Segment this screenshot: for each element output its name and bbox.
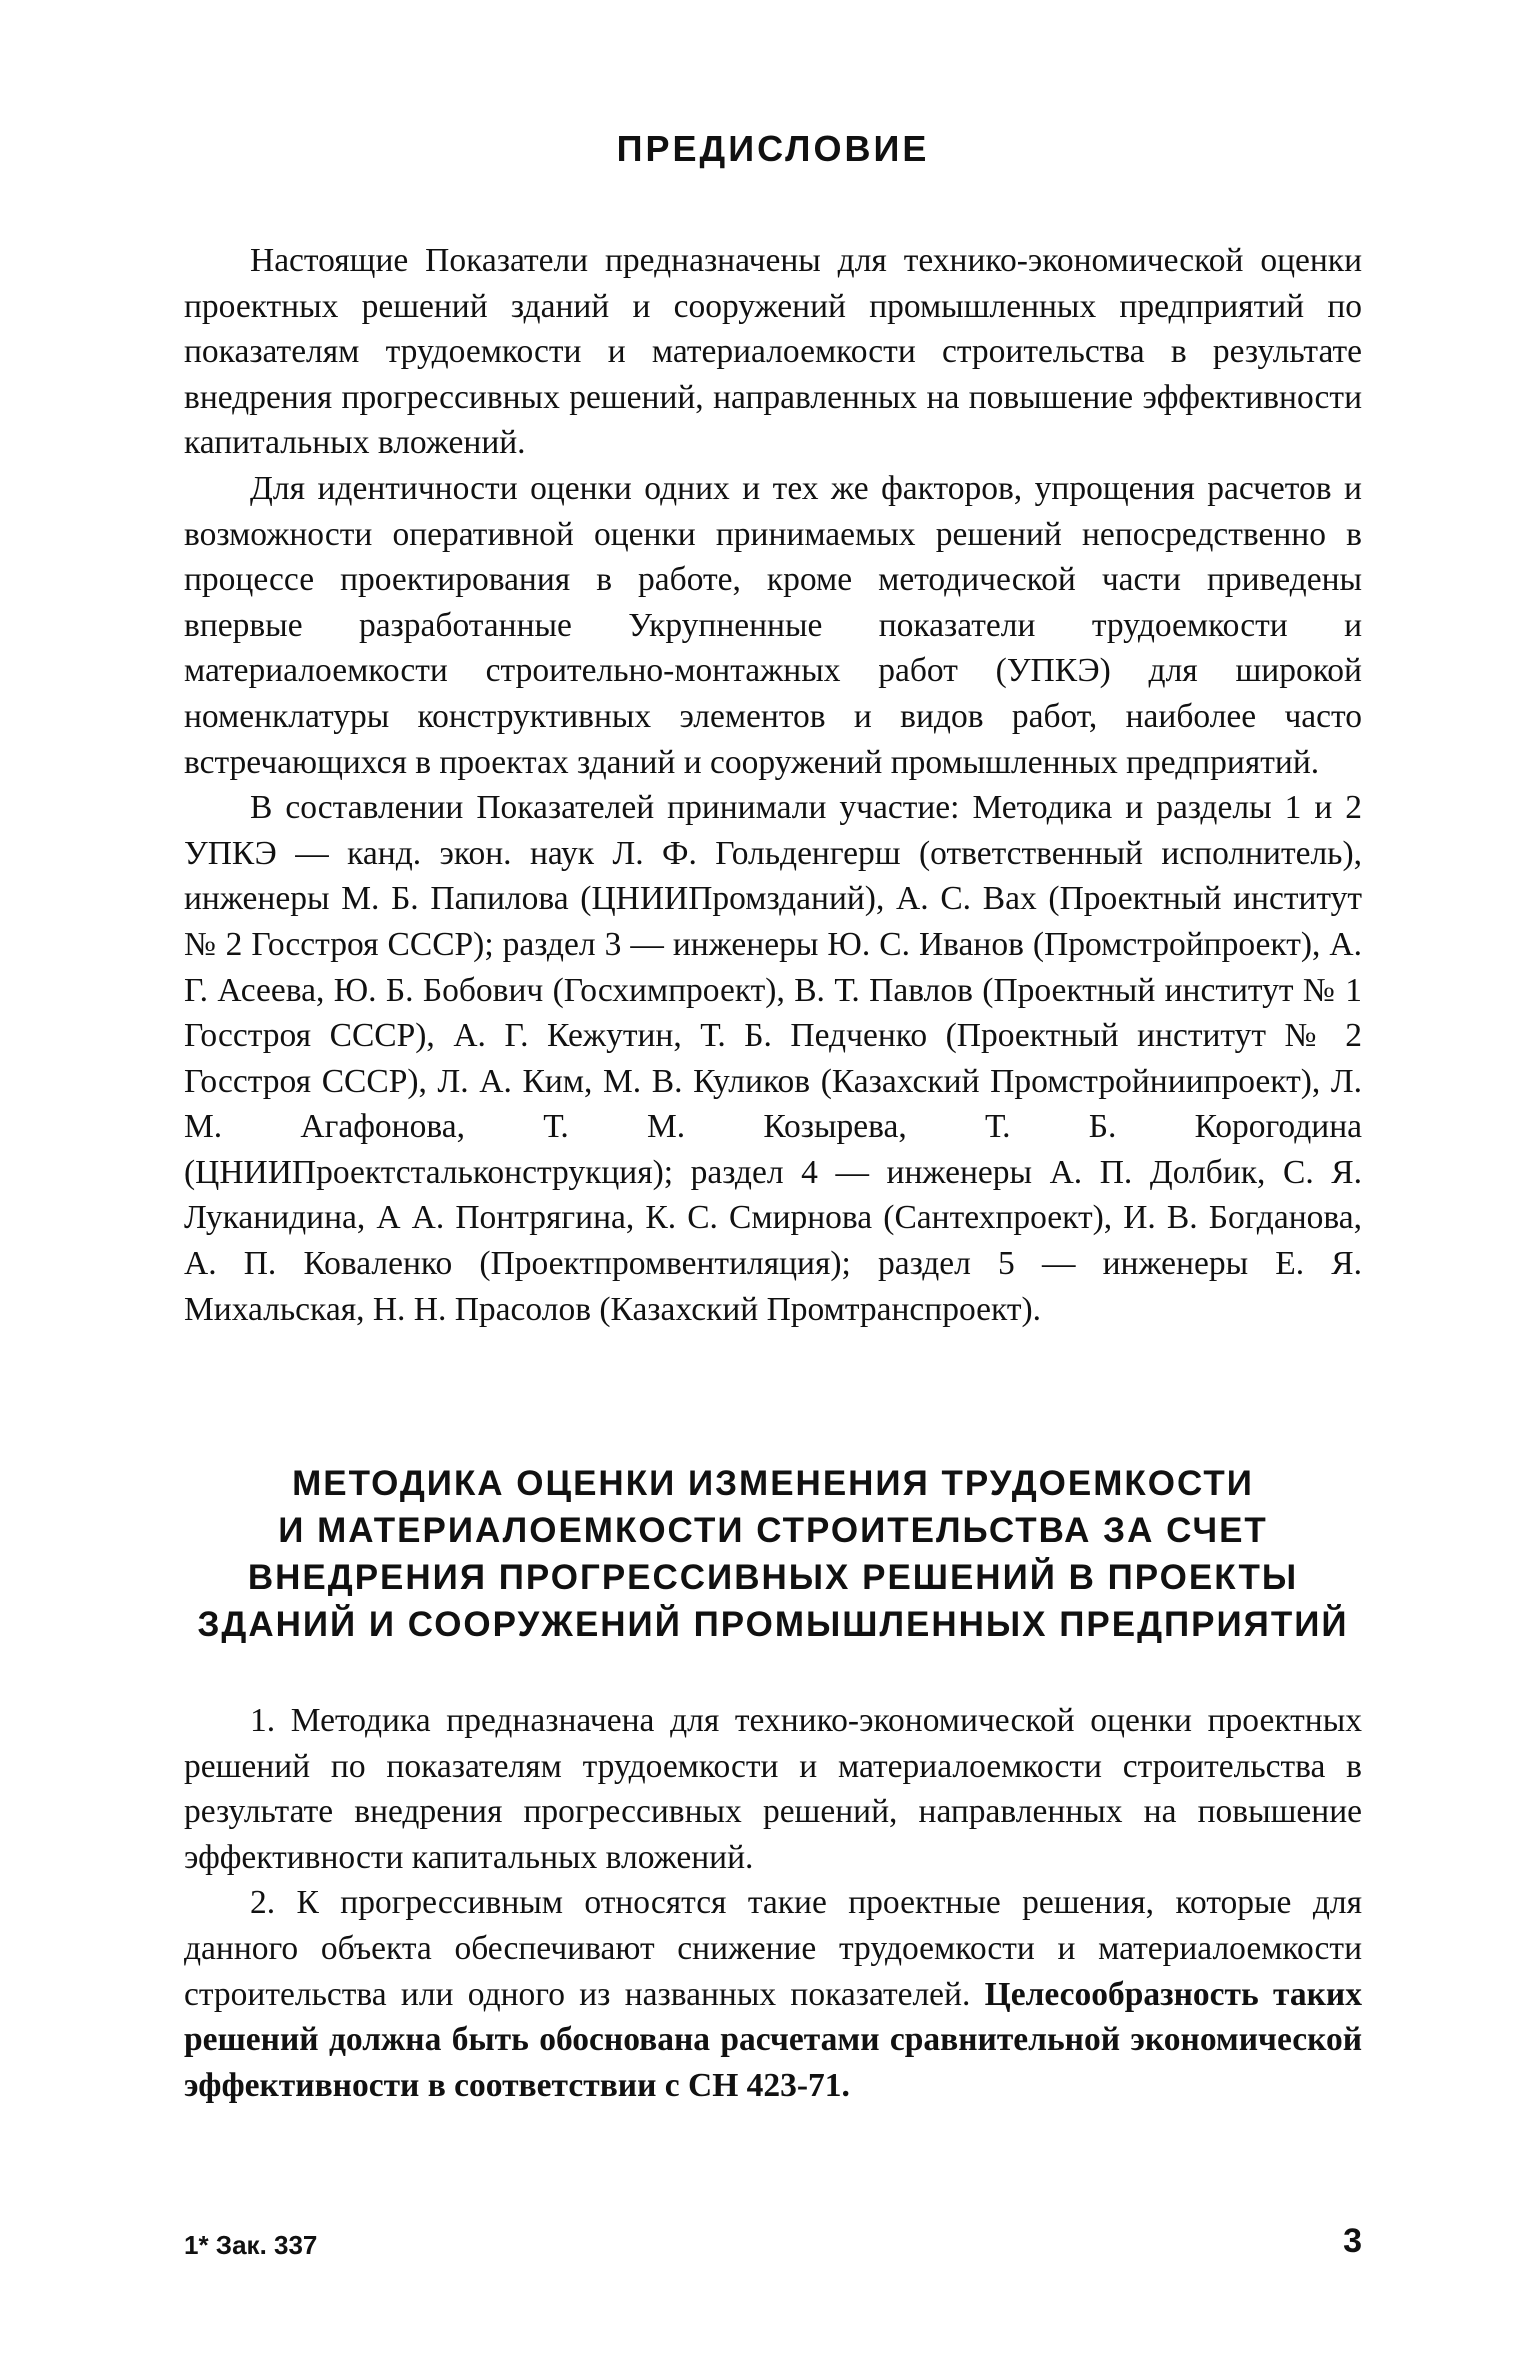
methodology-item-2 [184, 1880, 1362, 2108]
methodology-item-1: 1. Методика предназначена для технико-экономической оценки проектных решений по показателям трудоемкости и материалоемкости строительства в результате внедрения прогрессивных решений, направленных на повышение эффективности капитальных вложений. [184, 1702, 1362, 1876]
methodology-item-2-text: 2. К прогрессивным относятся такие проектные решения, которые для данного объекта обеспечивают снижение трудоемкости и материалоемкости строительства или одного из названных показателей. [184, 1884, 1362, 2013]
methodology-title-line-3: ВНЕДРЕНИЯ ПРОГРЕССИВНЫХ РЕШЕНИЙ В ПРОЕКТЫ [247, 1558, 1299, 1597]
methodology-item-2-bold-text: Целесообразность таких решений должна быть обоснована расчетами сравнительной экономической эффективности в соответствии с СН 423-71. [184, 1975, 1362, 2104]
preface-paragraph-2: Для идентичности оценки одних и тех же факторов, упрощения расчетов и возможности оперативной оценки принимаемых решений непосредственно в процессе проектирования в работе, кроме методической части приведены впервые разработанные Укрупненные показатели трудоемкости и материалоемкости строительно-монтажных работ (УПКЭ) для широкой номенклатуры конструктивных элементов и видов работ, наиболее часто встречающихся в проектах зданий и сооружений промышленных предприятий. [184, 469, 1362, 781]
page-number: 3 [1343, 2222, 1362, 2260]
preface-body [184, 238, 1362, 1332]
methodology-title-line-2: И МАТЕРИАЛОЕМКОСТИ СТРОИТЕЛЬСТВА ЗА СЧЕТ [278, 1511, 1268, 1550]
methodology-title [184, 1460, 1362, 1648]
methodology-body [184, 1698, 1362, 2108]
preface-title: ПРЕДИСЛОВИЕ [616, 128, 930, 169]
methodology-title-line-1: МЕТОДИКА ОЦЕНКИ ИЗМЕНЕНИЯ ТРУДОЕМКОСТИ [292, 1464, 1254, 1503]
document-page [184, 0, 1362, 2362]
order-mark: 1* Зак. 337 [184, 2230, 318, 2260]
methodology-title-line-4: ЗДАНИЙ И СООРУЖЕНИЙ ПРОМЫШЛЕННЫХ ПРЕДПРИЯТИЙ [197, 1605, 1349, 1644]
preface-paragraph-3: В составлении Показателей принимали участие: Методика и разделы 1 и 2 УПКЭ — канд. экон. наук Л. Ф. Гольденгерш (ответственный исполнитель), инженеры М. Б. Папилова (ЦНИИПромзданий), А. С. Вах (Проектный институт № 2 Госстроя СССР); раздел 3 — инженеры Ю. С. Иванов (Промстройпроект), А. Г. Асеева, Ю. Б. Бобович (Госхимпроект), В. Т. Павлов (Проектный институт № 1 Госстроя СССР), А. Г. Кежутин, Т. Б. Педченко (Проектный институт № 2 Госстроя СССР), Л. А. Ким, М. В. Куликов (Казахский Промстройниипроект), Л. М. Агафонова, Т. М. Козырева, Т. Б. Корогодина (ЦНИИПроектстальконструкция); раздел 4 — инженеры А. П. Долбик, С. Я. Луканидина, А А. Понтрягина, К. С. Смирнова (Сантехпроект), И. В. Богданова, А. П. Коваленко (Проектпромвентиляция); раздел 5 — инженеры Е. Я. Михальская, Н. Н. Прасолов (Казахский Промтранспроект). [184, 789, 1362, 1328]
preface-paragraph-1: Настоящие Показатели предназначены для технико-экономической оценки проектных решений зданий и сооружений промышленных предприятий по показателям трудоемкости и материалоемкости строительства в результате внедрения прогрессивных решений, направленных на повышение эффективности капитальных вложений. [184, 242, 1362, 462]
